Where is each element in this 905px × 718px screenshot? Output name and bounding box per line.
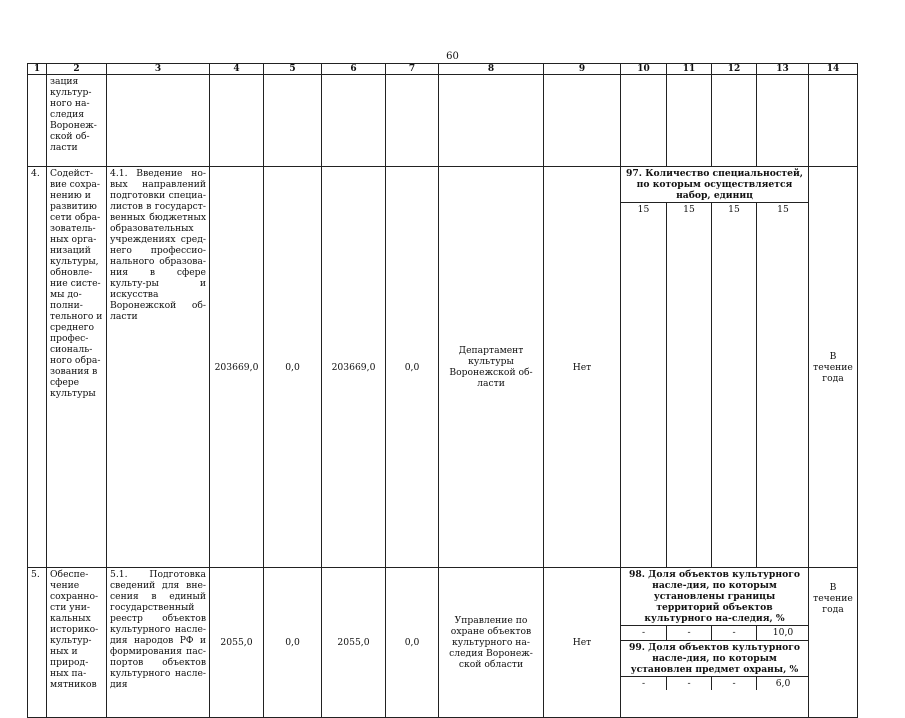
indicator-value: 10,0 [757,626,809,641]
indicator-value: 15 [712,203,757,567]
indicator-values [621,626,808,641]
value-cell: 0,0 [264,167,322,568]
page-number: 60 [446,51,459,62]
value-cell: 2055,0 [322,568,386,718]
indicator-value: - [712,677,757,690]
activity-cell: 5.1. Подготовка сведений для вне-сения в единый государственный реестр объектов культурного насле-дия народов РФ и формирования пас-портов объектов культурного насле-дия [107,568,210,718]
indicator-value: - [621,677,667,690]
indicator-title: 98. Доля объектов культурного насле-дия, по которым установлены границы территорий объектов культурного на-следия, % [621,568,808,626]
header-cell: 8 [439,64,544,75]
term-cell: В течение года [809,167,858,568]
header-cell: 10 [621,64,667,75]
value-cell: 203669,0 [210,167,264,568]
indicator-value: - [667,677,712,690]
indicator-value: 6,0 [775,678,791,689]
header-cell: 11 [667,64,712,75]
indicator-value: 15 [667,203,712,567]
term-cell: В течение года [809,568,858,718]
row-number: 5. [28,568,47,718]
header-cell: 2 [47,64,107,75]
activity-cell: 4.1. Введение но-вых направлений подготовки специа-листов в государст-венных бюджетных образовательных учреждениях сред-него профессио-нального образова-ния в сфере культу-ры и искусства Воронежской об-ласти [107,167,210,568]
executor-cell: Департамент культуры Воронежской об-ласти [439,167,544,568]
value-cell: 203669,0 [322,167,386,568]
indicator-cell [621,568,809,718]
header-cell: 9 [544,64,621,75]
header-cell: 7 [386,64,439,75]
indicator-values [621,677,808,690]
indicator-value: - [712,626,757,641]
header-cell: 4 [210,64,264,75]
goal-cell: зация культур-ного на-следия Воронеж-ской об-ласти [47,75,107,167]
table-row-5 [28,568,858,718]
value-cell: 2055,0 [210,568,264,718]
goal-cell: Обеспе-чение сохранно-сти уни-кальных историко-культур-ных и природ-ных па-мятников [47,568,107,718]
header-cell: 3 [107,64,210,75]
indicator-title: 99. Доля объектов культурного насле-дия, по которым установлен предмет охраны, % [621,641,808,677]
executor-cell: Управление по охране объектов культурного на-следия Воронеж-ской области [439,568,544,718]
header-row [28,64,858,75]
value-cell: 0,0 [264,568,322,718]
header-cell: 12 [712,64,757,75]
value-cell: 0,0 [386,568,439,718]
indicator-value: 15 [777,204,789,215]
value-cell: 0,0 [386,167,439,568]
program-table [27,63,858,718]
indicator-title: 97. Количество специальностей, по которым осуществляется набор, единиц [621,167,808,203]
indicator-value: - [621,626,667,641]
table-row-4 [28,167,858,568]
table-row-continuation [28,75,858,167]
header-cell: 1 [28,64,47,75]
indicator-value: - [667,626,712,641]
indicator-value: 15 [621,203,667,567]
header-cell: 6 [322,64,386,75]
indicator-values [621,203,808,567]
header-cell: 14 [809,64,858,75]
goal-cell: Содейст-вие сохра-нению и развитию сети обра-зователь-ных орга-низаций культуры, обновле-ние систе-мы до-полни-тельного и среднего профес-сиональ-ного обра-зования в сфере культуры [47,167,107,568]
indicator-cell [621,167,809,568]
value-cell: Нет [544,167,621,568]
value-cell: Нет [544,568,621,718]
row-number: 4. [28,167,47,568]
header-cell: 13 [757,64,809,75]
header-cell: 5 [264,64,322,75]
